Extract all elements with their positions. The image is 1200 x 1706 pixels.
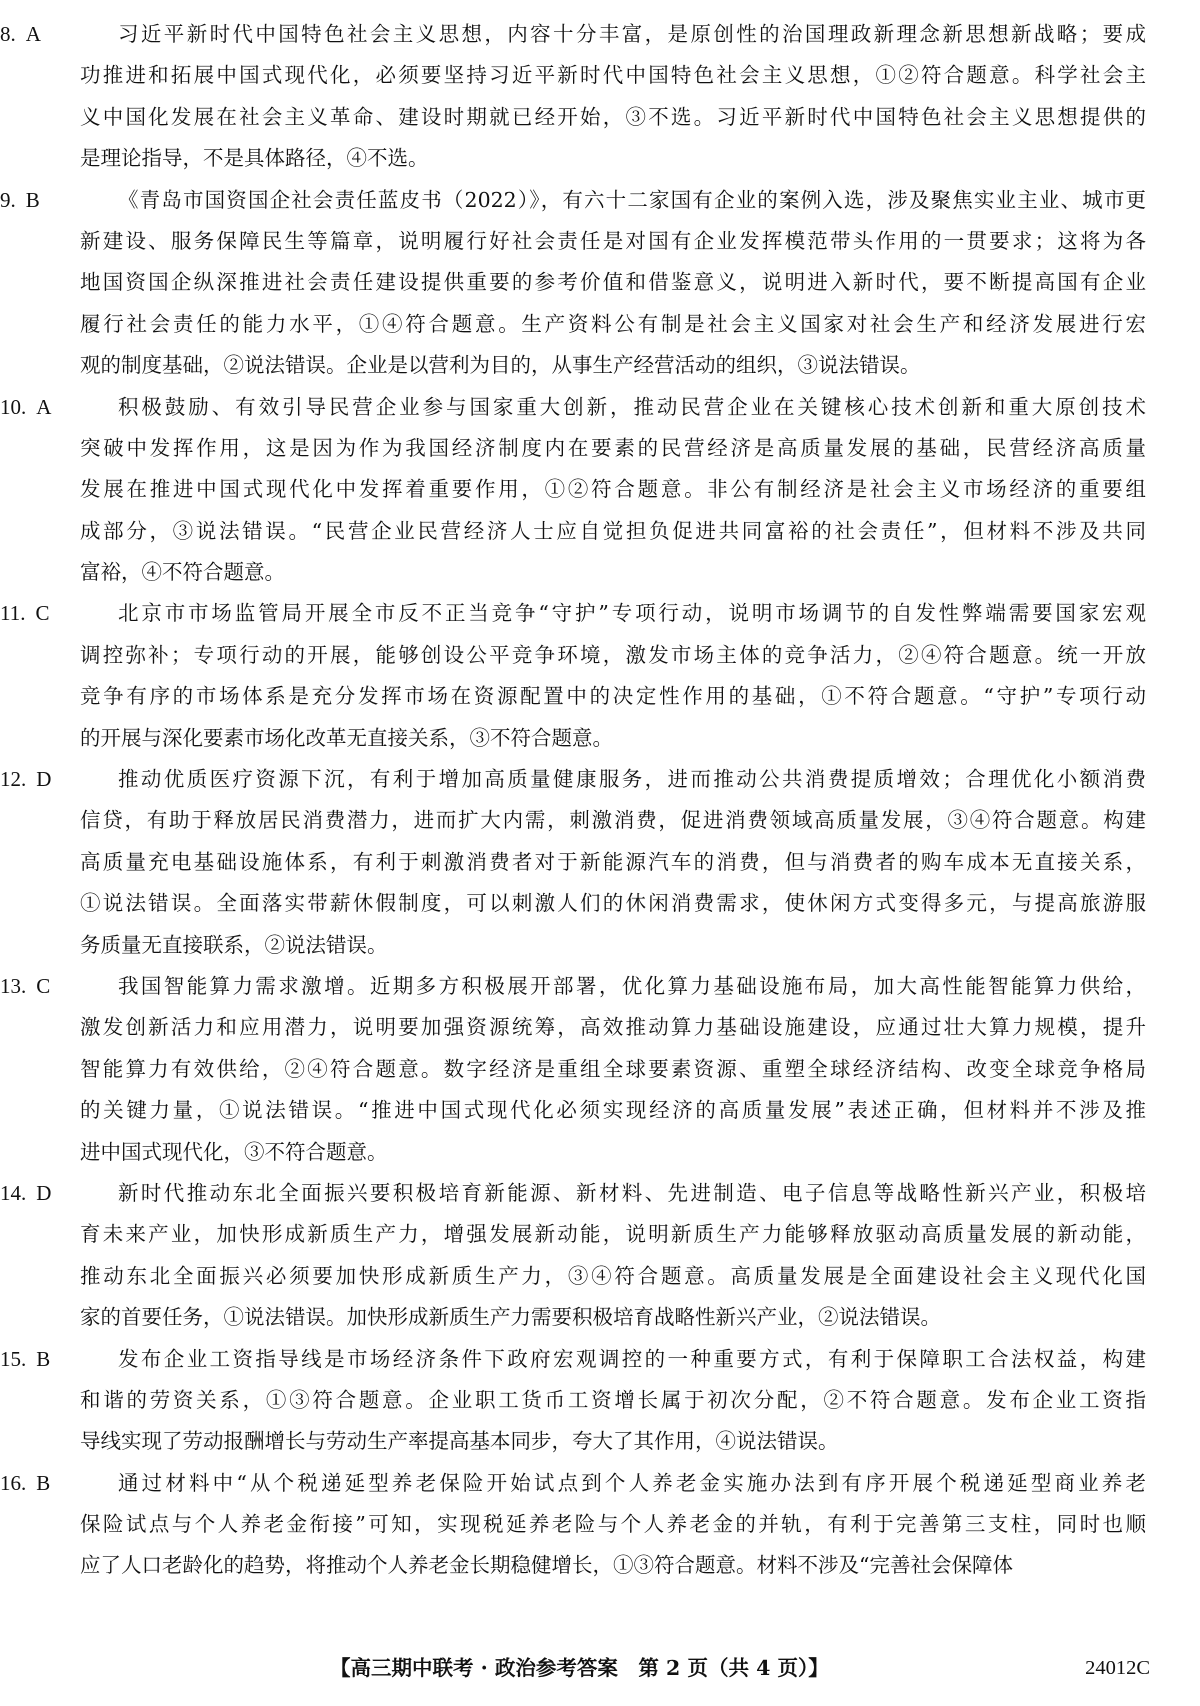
answer-line: 竞争有序的市场体系是充分发挥市场在资源配置中的决定性作用的基础，①不符合题意。“守护”专项行动	[80, 684, 1146, 709]
answer-item	[0, 14, 1146, 180]
question-number: 9.	[0, 187, 16, 212]
answer-line	[0, 966, 1146, 1007]
answer-line: 保险试点与个人养老金衔接”可知，实现税延养老险与个人养老金的并轨，有利于完善第三支柱，同时也顺	[80, 1512, 1146, 1537]
answer-label	[0, 593, 118, 634]
answer-line: 务质量无直接联系，②说法错误。	[80, 932, 388, 957]
answer-item	[0, 759, 1146, 966]
answer-label	[0, 14, 118, 55]
answer-line	[0, 1339, 1146, 1380]
answer-line: 功推进和拓展中国式现代化，必须要坚持习近平新时代中国特色社会主义思想，①②符合题意。科学社会主	[80, 63, 1146, 88]
answer-choice: D	[36, 1180, 52, 1205]
answer-choice: A	[36, 394, 52, 419]
footer-title: 【高三期中联考 · 政治参考答案 第 2 页（共 4 页）】	[330, 1656, 829, 1680]
answer-line: 家的首要任务，①说法错误。加快形成新质生产力需要积极培育战略性新兴产业，②说法错误。	[80, 1305, 941, 1330]
answer-choice: B	[36, 1346, 51, 1371]
answer-line: 突破中发挥作用，这是因为作为我国经济制度内在要素的民营经济是高质量发展的基础，民营经济高质量	[80, 435, 1146, 460]
answer-line: 地国资国企纵深推进社会责任建设提供重要的参考价值和借鉴意义，说明进入新时代，要不断提高国有企业	[80, 270, 1146, 295]
answer-item	[0, 1173, 1146, 1339]
answer-text: 通过材料中“从个税递延型养老保险开始试点到个人养老金实施办法到有序开展个税递延型商业养老	[118, 1470, 1146, 1495]
answer-text: 习近平新时代中国特色社会主义思想，内容十分丰富，是原创性的治国理政新理念新思想新战略；要成	[118, 22, 1146, 46]
answer-line: 观的制度基础，②说法错误。企业是以营利为目的，从事生产经营活动的组织，③说法错误。	[80, 353, 921, 378]
question-number: 15.	[0, 1346, 27, 1371]
answer-line: 推动东北全面振兴必须要加快形成新质生产力，③④符合题意。高质量发展是全面建设社会主义现代化国	[80, 1263, 1146, 1288]
question-number: 14.	[0, 1180, 27, 1205]
answer-line	[0, 759, 1146, 800]
answer-line: 激发创新活力和应用潜力，说明要加强资源统筹，高效推动算力基础设施建设，应通过壮大算力规模，提升	[80, 1015, 1146, 1040]
answer-line: 导线实现了劳动报酬增长与劳动生产率提高基本同步，夸大了其作用，④说法错误。	[80, 1429, 839, 1454]
answer-item	[0, 1463, 1146, 1587]
answer-label	[0, 387, 118, 428]
answer-line: 应了人口老龄化的趋势，将推动个人养老金长期稳健增长，①③符合题意。材料不涉及“完善社会保障体	[80, 1553, 1013, 1578]
answer-line: ①说法错误。全面落实带薪休假制度，可以刺激人们的休闲消费需求，使休闲方式变得多元，与提高旅游服	[80, 891, 1146, 916]
answer-text: 《青岛市国资国企社会责任蓝皮书（2022）》，有六十二家国有企业的案例入选，涉及聚焦实业主业、城市更	[118, 187, 1146, 212]
answer-label	[0, 1463, 118, 1504]
answer-item	[0, 387, 1146, 594]
answer-text: 积极鼓励、有效引导民营企业参与国家重大创新，推动民营企业在关键核心技术创新和重大原创技术	[118, 394, 1146, 419]
answer-line: 信贷，有助于释放居民消费潜力，进而扩大内需，刺激消费，促进消费领域高质量发展，③④符合题意。构建	[80, 808, 1146, 833]
question-number: 13.	[0, 973, 27, 998]
answer-line: 的关键力量，①说法错误。“推进中国式现代化必须实现经济的高质量发展”表述正确，但材料并不涉及推	[80, 1098, 1146, 1123]
answer-line: 育未来产业，加快形成新质生产力，增强发展新动能，说明新质生产力能够释放驱动高质量发展的新动能，	[80, 1222, 1146, 1247]
question-number: 8.	[0, 22, 16, 46]
question-number: 12.	[0, 767, 27, 792]
answer-line: 是理论指导，不是具体路径，④不选。	[80, 146, 429, 171]
answer-line	[0, 1173, 1146, 1214]
answer-label	[0, 759, 118, 800]
question-number: 16.	[0, 1470, 27, 1495]
answer-text: 新时代推动东北全面振兴要积极培育新能源、新材料、先进制造、电子信息等战略性新兴产业，积极培	[118, 1180, 1146, 1205]
answer-line: 履行社会责任的能力水平，①④符合题意。生产资料公有制是社会主义国家对社会生产和经济发展进行宏	[80, 311, 1146, 336]
answer-choice: C	[36, 973, 51, 998]
question-number: 10.	[0, 394, 27, 419]
answer-list	[0, 14, 1146, 1587]
answer-line: 富裕，④不符合题意。	[80, 560, 285, 585]
answer-line: 成部分，③说法错误。“民营企业民营经济人士应自觉担负促进共同富裕的社会责任”，但材料不涉及共同	[80, 518, 1146, 543]
question-number: 11.	[0, 601, 26, 626]
answer-choice: A	[25, 22, 41, 46]
answer-choice: C	[35, 601, 50, 626]
answer-choice: B	[36, 1470, 51, 1495]
answer-line: 新建设、服务保障民生等篇章，说明履行好社会责任是对国有企业发挥模范带头作用的一贯要求；这将为各	[80, 228, 1146, 253]
page-footer	[0, 1648, 1200, 1688]
answer-text: 我国智能算力需求激增。近期多方积极展开部署，优化算力基础设施布局，加大高性能智能算力供给，	[118, 973, 1146, 998]
answer-label	[0, 966, 118, 1007]
answer-item	[0, 966, 1146, 1173]
answer-line	[0, 387, 1146, 428]
answer-line	[0, 180, 1146, 221]
answer-line: 智能算力有效供给，②④符合题意。数字经济是重组全球要素资源、重塑全球经济结构、改变全球竞争格局	[80, 1056, 1146, 1081]
answer-line: 高质量充电基础设施体系，有利于刺激消费者对于新能源汽车的消费，但与消费者的购车成本无直接关系，	[80, 849, 1146, 874]
answer-line: 调控弥补；专项行动的开展，能够创设公平竞争环境，激发市场主体的竞争活力，②④符合题意。统一开放	[80, 642, 1146, 667]
answer-text: 推动优质医疗资源下沉，有利于增加高质量健康服务，进而推动公共消费提质增效；合理优化小额消费	[118, 767, 1146, 792]
answer-line	[0, 593, 1146, 634]
answer-line: 发展在推进中国式现代化中发挥着重要作用，①②符合题意。非公有制经济是社会主义市场经济的重要组	[80, 477, 1146, 502]
answer-item	[0, 180, 1146, 387]
answer-text: 北京市市场监管局开展全市反不正当竞争“守护”专项行动，说明市场调节的自发性弊端需要国家宏观	[118, 601, 1146, 626]
answer-item	[0, 1339, 1146, 1463]
answer-text: 发布企业工资指导线是市场经济条件下政府宏观调控的一种重要方式，有利于保障职工合法权益，构建	[118, 1346, 1146, 1371]
answer-label	[0, 1173, 118, 1214]
answer-line	[0, 14, 1146, 55]
answer-item	[0, 593, 1146, 759]
answer-line	[0, 1463, 1146, 1504]
answer-label	[0, 1339, 118, 1380]
answer-choice: D	[36, 767, 52, 792]
answer-line: 的开展与深化要素市场化改革无直接关系，③不符合题意。	[80, 725, 613, 750]
footer-code: 24012C	[1085, 1657, 1150, 1679]
answer-line: 进中国式现代化，③不符合题意。	[80, 1139, 388, 1164]
answer-line: 义中国化发展在社会主义革命、建设时期就已经开始，③不选。习近平新时代中国特色社会主义思想提供的	[80, 104, 1146, 129]
answer-label	[0, 180, 118, 221]
answer-choice: B	[25, 187, 40, 212]
answer-line: 和谐的劳资关系，①③符合题意。企业职工货币工资增长属于初次分配，②不符合题意。发布企业工资指	[80, 1387, 1146, 1412]
